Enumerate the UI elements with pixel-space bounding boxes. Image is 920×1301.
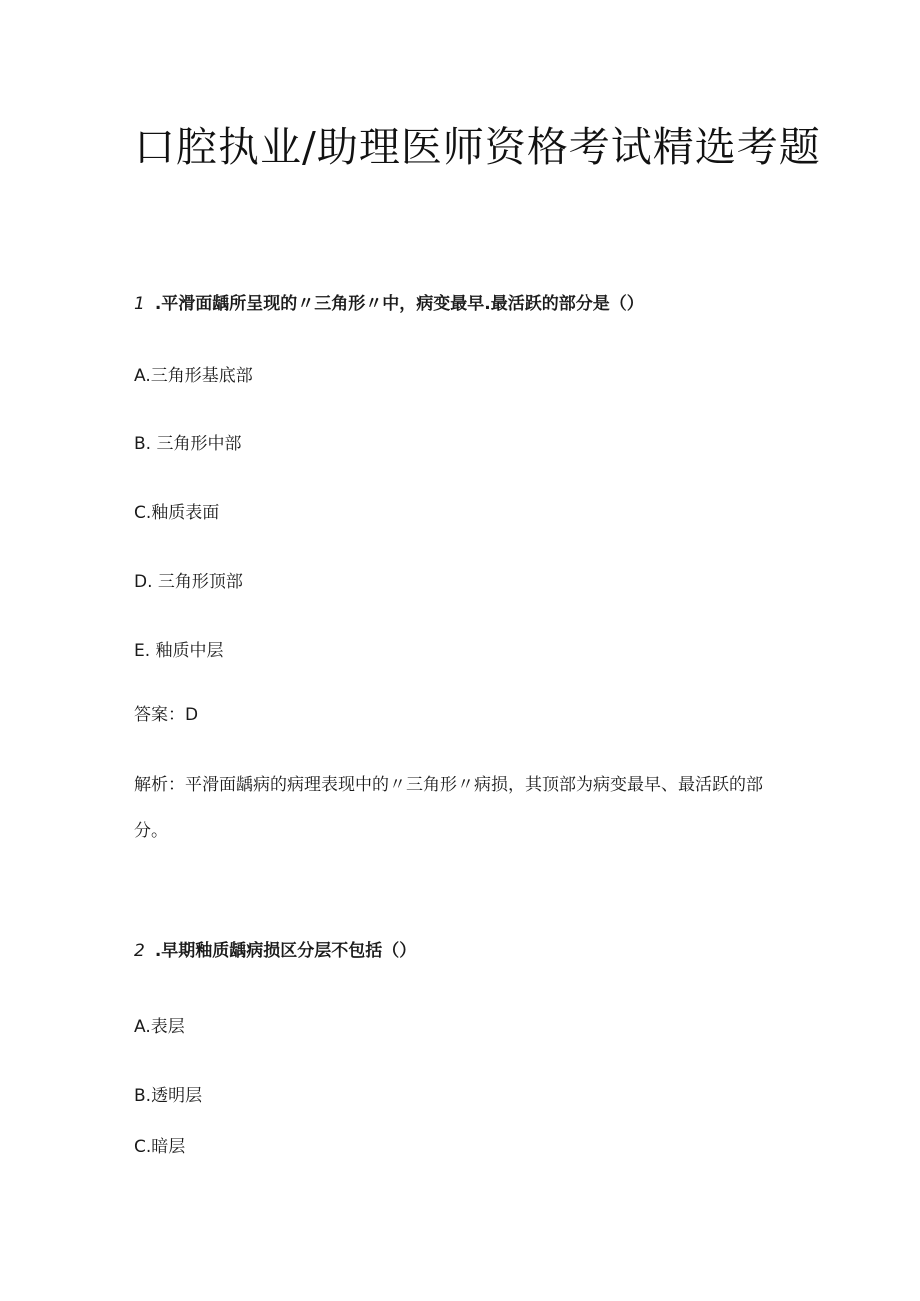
question-2-stem bbox=[134, 940, 416, 962]
question-1-text: .平滑面龋所呈现的〃三角形〃中，病变最早.最活跃的部分是（） bbox=[154, 294, 644, 314]
question-1-explanation: 解析：平滑面龋病的病理表现中的〃三角形〃病损，其顶部为病变最早、最活跃的部分。 bbox=[134, 775, 763, 841]
question-1-option-e: E. 釉质中层 bbox=[134, 641, 224, 661]
question-2-number: 2 bbox=[134, 941, 145, 961]
question-1-answer: 答案：D bbox=[134, 705, 199, 725]
question-2-option-b: B.透明层 bbox=[134, 1086, 203, 1106]
question-2-text: .早期釉质龋病损区分层不包括（） bbox=[154, 941, 417, 961]
question-1-option-a: A.三角形基底部 bbox=[134, 366, 253, 386]
question-2-option-a: A.表层 bbox=[134, 1017, 185, 1037]
question-1-option-d: D. 三角形顶部 bbox=[134, 572, 243, 592]
question-1-stem bbox=[134, 293, 644, 315]
question-1-option-b: B. 三角形中部 bbox=[134, 434, 242, 454]
question-2-option-c: C.暗层 bbox=[134, 1137, 186, 1157]
document-title: 口腔执业/助理医师资格考试精选考题 bbox=[134, 123, 821, 171]
question-1-number: 1 bbox=[134, 294, 145, 314]
question-1-option-c: C.釉质表面 bbox=[134, 503, 220, 523]
